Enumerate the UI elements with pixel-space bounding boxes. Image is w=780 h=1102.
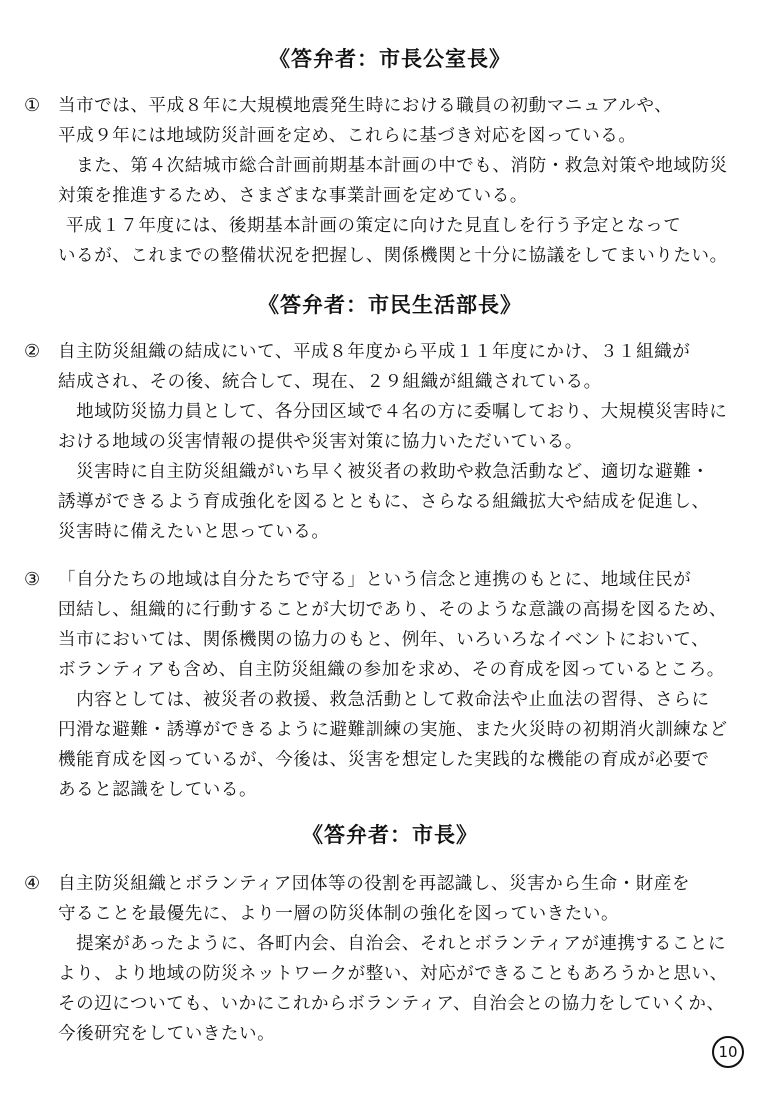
answer-2-line-5: 災害時に自主防災組織がいち早く被災者の救助や救急活動など、適切な避難・ (58, 462, 710, 482)
answer-2-line-2: 結成され、その後、統合して、現在、２９組織が組織されている。 (58, 372, 602, 392)
answer-3-line-7: 機能育成を図っているが、今後は、災害を想定した実践的な機能の育成が必要で (58, 750, 710, 770)
answer-3-line-4: ボランティアも含め、自主防災組織の参加を求め、その育成を図っているところ。 (58, 660, 725, 680)
answer-3-line-5: 内容としては、被災者の救援、救急活動として救命法や止血法の習得、さらに (58, 690, 710, 710)
answer-2-line-3: 地域防災協力員として、各分団区域で４名の方に委嘱しており、大規模災害時に (58, 402, 728, 422)
answer-3-line-6: 円滑な避難・誘導ができるように避難訓練の実施、また火災時の初期消火訓練など (58, 720, 728, 740)
answer-1-line-4: 対策を推進するため、さまざまな事業計画を定めている。 (58, 186, 528, 206)
answer-4-line-2: 守ることを最優先に、より一層の防災体制の強化を図っていきたい。 (58, 904, 620, 924)
answer-3-line-2: 団結し、組織的に行動することが大切であり、そのような意識の高揚を図るため、 (58, 600, 727, 620)
heading-citizen-life-director: 《答弁者：市民生活部長》 (258, 293, 522, 317)
answer-1-line-3: また、第４次結城市総合計画前期基本計画の中でも、消防・救急対策や地域防災 (58, 156, 728, 176)
answer-1-line-6: いるが、これまでの整備状況を把握し、関係機関と十分に協議をしてまいりたい。 (58, 246, 728, 266)
answer-1-line-1: 当市では、平成８年に大規模地震発生時における職員の初動マニュアルや、 (58, 96, 673, 116)
answer-marker-2: ② (24, 341, 41, 362)
answer-4-line-1: 自主防災組織とボランティア団体等の役割を再認識し、災害から生命・財産を (58, 874, 691, 894)
answer-4-line-5: その辺についても、いかにこれからボランティア、自治会との協力をしていくか、 (58, 994, 725, 1014)
answer-marker-3: ③ (24, 569, 41, 590)
answer-marker-4: ④ (24, 873, 41, 894)
answer-4-line-3: 提案があったように、各町内会、自治会、それとボランティアが連携することに (58, 934, 727, 954)
answer-marker-1: ① (24, 95, 41, 116)
heading-city-office-director: 《答弁者：市長公室長》 (269, 47, 511, 71)
answer-2-line-4: おける地域の災害情報の提供や災害対策に協力いただいている。 (58, 432, 583, 452)
answer-4-line-6: 今後研究をしていきたい。 (58, 1024, 276, 1044)
answer-2-line-1: 自主防災組織の結成にいて、平成８年度から平成１１年度にかけ、３１組織が (58, 342, 691, 362)
answer-2-line-7: 災害時に備えたいと思っている。 (58, 522, 330, 542)
answer-3-line-8: あると認識をしている。 (58, 780, 258, 800)
answer-4-line-4: より、より地域の防災ネットワークが整い、対応ができることもあろうかと思い、 (58, 964, 728, 984)
answer-1-line-5: 平成１７年度には、後期基本計画の策定に向けた見直しを行う予定となって (66, 216, 682, 236)
answer-1-line-2: 平成９年には地域防災計画を定め、これらに基づき対応を図っている。 (58, 126, 637, 146)
answer-2-line-6: 誘導ができるよう育成強化を図るとともに、さらなる組織拡大や結成を促進し、 (58, 492, 710, 512)
heading-mayor: 《答弁者：市長》 (302, 823, 478, 847)
answer-3-line-3: 当市においては、関係機関の協力のもと、例年、いろいろなイベントにおいて、 (58, 630, 710, 650)
answer-3-line-1: 「自分たちの地域は自分たちで守る」という信念と連携のもとに、地域住民が (58, 570, 692, 590)
page-number: 10 (712, 1036, 744, 1068)
